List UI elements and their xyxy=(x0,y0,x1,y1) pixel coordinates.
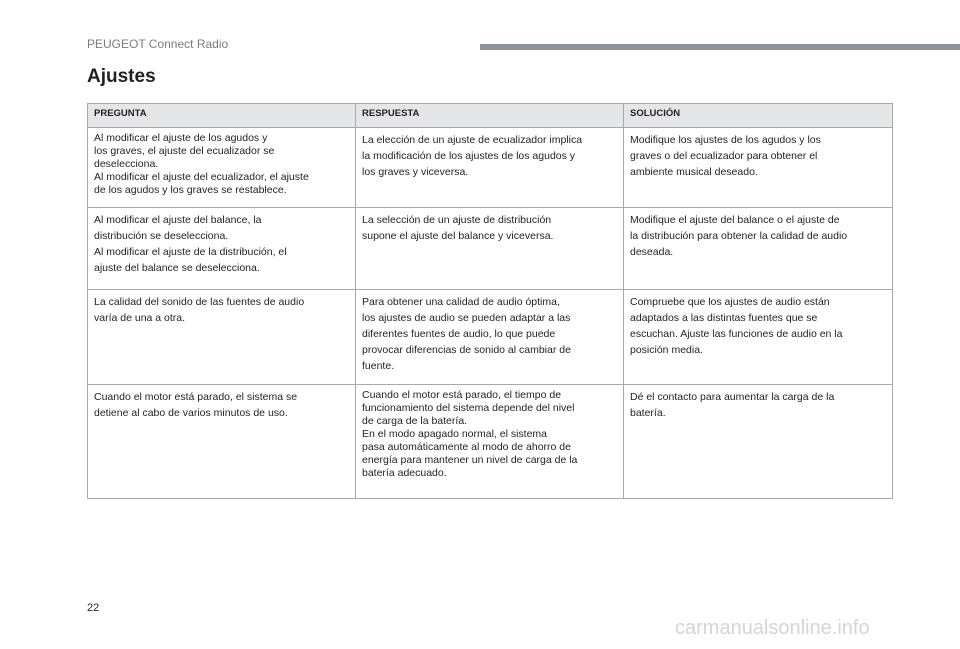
table-cell-pregunta xyxy=(88,385,356,499)
table-cell-solucion xyxy=(624,208,893,290)
text-line: Al modificar el ajuste del ecualizador, el ajuste xyxy=(94,171,309,183)
text-line: Para obtener una calidad de audio óptima, xyxy=(362,296,560,308)
text-line: de los agudos y los graves se restablece. xyxy=(94,184,287,196)
text-line: distribución se deselecciona. xyxy=(94,230,229,242)
manual-header-title: PEUGEOT Connect Radio xyxy=(87,37,229,51)
table-row xyxy=(88,208,893,290)
text-line: energía para mantener un nivel de carga de la xyxy=(362,454,578,466)
text-line: deselecciona. xyxy=(94,158,159,170)
text-line: provocar diferencias de sonido al cambiar de xyxy=(362,344,571,356)
text-line: La elección de un ajuste de ecualizador implica xyxy=(362,134,583,146)
text-line: fuente. xyxy=(362,360,395,372)
table-cell-respuesta xyxy=(356,385,624,499)
table-cell-respuesta xyxy=(356,290,624,385)
text-line: Cuando el motor está parado, el sistema se xyxy=(94,391,298,403)
table-cell-pregunta xyxy=(88,290,356,385)
table-row xyxy=(88,385,893,499)
text-line: de carga de la batería. xyxy=(362,415,468,427)
column-header-solucion: SOLUCIÓN xyxy=(624,104,893,128)
text-line: ajuste del balance se deselecciona. xyxy=(94,262,260,274)
text-line: Al modificar el ajuste de los agudos y xyxy=(94,132,268,144)
text-line: En el modo apagado normal, el sistema xyxy=(362,428,548,440)
header-divider-bar xyxy=(480,44,960,50)
text-line: Al modificar el ajuste de la distribución, el xyxy=(94,246,287,258)
faq-table xyxy=(87,103,893,499)
text-line: funcionamiento del sistema depende del nivel xyxy=(362,402,575,414)
text-line: La selección de un ajuste de distribución xyxy=(362,214,552,226)
text-line: ambiente musical deseado. xyxy=(630,166,758,178)
text-line: graves o del ecualizador para obtener el xyxy=(630,150,818,162)
text-line: los ajustes de audio se pueden adaptar a las xyxy=(362,312,571,324)
table-cell-pregunta xyxy=(88,208,356,290)
column-header-respuesta: RESPUESTA xyxy=(356,104,624,128)
text-line: diferentes fuentes de audio, lo que puede xyxy=(362,328,556,340)
text-line: Modifique los ajustes de los agudos y los xyxy=(630,134,821,146)
table-cell-solucion xyxy=(624,385,893,499)
text-line: detiene al cabo de varios minutos de uso. xyxy=(94,407,288,419)
column-header-pregunta: PREGUNTA xyxy=(88,104,356,128)
table-cell-solucion xyxy=(624,290,893,385)
table-cell-solucion xyxy=(624,128,893,208)
text-line: deseada. xyxy=(630,246,674,258)
text-line: Modifique el ajuste del balance o el ajuste de xyxy=(630,214,840,226)
text-line: la distribución para obtener la calidad de audio xyxy=(630,230,848,242)
text-line: la modificación de los ajustes de los agudos y xyxy=(362,150,576,162)
table-cell-pregunta xyxy=(88,128,356,208)
table-cell-respuesta xyxy=(356,208,624,290)
page-number: 22 xyxy=(87,602,100,614)
text-line: Compruebe que los ajustes de audio están xyxy=(630,296,830,308)
text-line: batería adecuado. xyxy=(362,467,447,479)
text-line: posición media. xyxy=(630,344,703,356)
text-line: los graves y viceversa. xyxy=(362,166,469,178)
text-line: escuchan. Ajuste las funciones de audio en la xyxy=(630,328,843,340)
text-line: supone el ajuste del balance y viceversa. xyxy=(362,230,554,242)
table-header-row xyxy=(88,104,893,128)
text-line: Dé el contacto para aumentar la carga de la xyxy=(630,391,835,403)
text-line: batería. xyxy=(630,407,666,419)
table-row xyxy=(88,128,893,208)
text-line: adaptados a las distintas fuentes que se xyxy=(630,312,818,324)
section-title: Ajustes xyxy=(87,66,156,87)
text-line: Cuando el motor está parado, el tiempo de xyxy=(362,389,562,401)
text-line: varía de una a otra. xyxy=(94,312,186,324)
text-line: La calidad del sonido de las fuentes de audio xyxy=(94,296,305,308)
table-cell-respuesta xyxy=(356,128,624,208)
text-line: pasa automáticamente al modo de ahorro de xyxy=(362,441,571,453)
text-line: Al modificar el ajuste del balance, la xyxy=(94,214,262,226)
text-line: los graves, el ajuste del ecualizador se xyxy=(94,145,275,157)
table-row xyxy=(88,290,893,385)
watermark: carmanualsonline.info xyxy=(675,617,870,639)
